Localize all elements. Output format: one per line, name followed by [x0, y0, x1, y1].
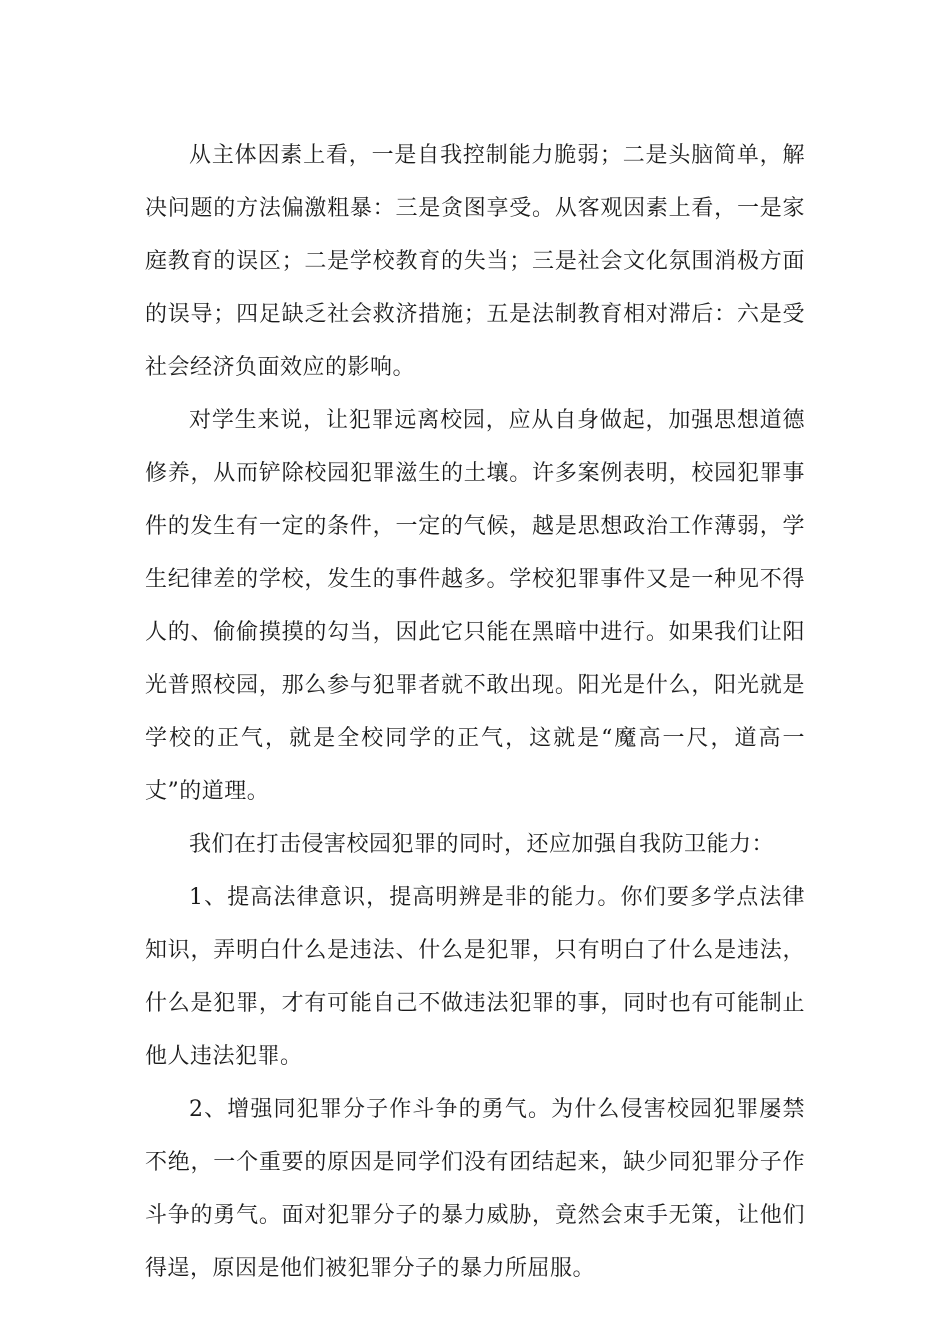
- paragraph-point-1: 1、提高法律意识，提高明辨是非的能力。你们要多学点法律知识，弄明白什么是违法、什么是犯罪，只有明白了什么是违法，什么是犯罪，才有可能自己不做违法犯罪的事，同时也有可能制止他人违法犯罪。: [145, 885, 805, 1069]
- paragraph-self-defense-intro: 我们在打击侵害校园犯罪的同时，还应加强自我防卫能力：: [189, 832, 775, 857]
- document-body: [145, 129, 805, 1295]
- paragraph-point-2: 2、增强同犯罪分子作斗争的勇气。为什么侵害校园犯罪屡禁不绝，一个重要的原因是同学们没有团结起来，缺少同犯罪分子作斗争的勇气。面对犯罪分子的暴力威胁，竟然会束手无策，让他们得逞，原因是他们被犯罪分子的暴力所屈服。: [145, 1097, 805, 1281]
- paragraph-students: 对学生来说，让犯罪远离校园，应从自身做起，加强思想道德修养，从而铲除校园犯罪滋生的土壤。许多案例表明，校园犯罪事件的发生有一定的条件，一定的气候，越是思想政治工作薄弱，学生纪律差的学校，发生的事件越多。学校犯罪事件又是一种见不得人的、偷偷摸摸的勾当，因此它只能在黑暗中进行。如果我们让阳光普照校园，那么参与犯罪者就不敢出现。阳光是什么，阳光就是学校的正气，就是全校同学的正气，这就是“魔高一尺，道高一丈”的道理。: [145, 408, 805, 804]
- paragraph-causes: 从主体因素上看，一是自我控制能力脆弱；二是头脑简单，解决问题的方法偏激粗暴：三是贪图享受。从客观因素上看，一是家庭教育的误区；二是学校教育的失当；三是社会文化氛围消极方面的误导；四足缺乏社会救济措施；五是法制教育相对滞后：六是受社会经济负面效应的影响。: [145, 143, 805, 380]
